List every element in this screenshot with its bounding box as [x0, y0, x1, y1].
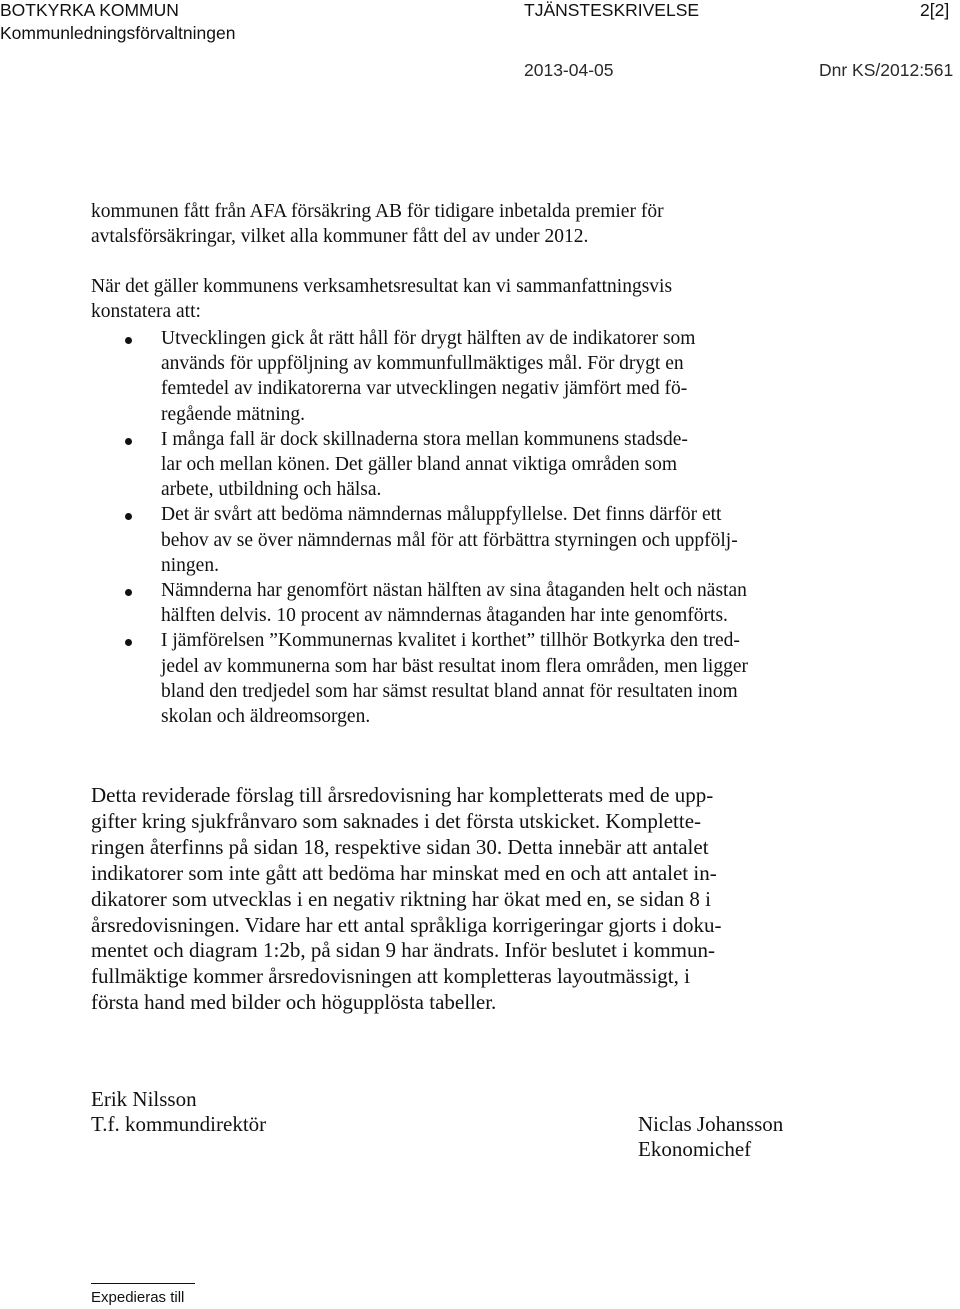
- bullet-item: [91, 502, 831, 578]
- bullet-text: Utvecklingen gick åt rätt håll för drygt hälften av de indikatorer som används för uppföljning av kommunfullmäktiges mål. För drygt en femtedel av indikatorerna var utvecklingen negativ jämfört med fö- regående mätning.: [161, 328, 696, 425]
- bullet-text: I många fall är dock skillnaderna stora mellan kommunens stadsde- lar och mellan könen. Det gäller bland annat viktiga områden som arbete, utbildning och hälsa.: [161, 428, 688, 501]
- bullet-text: I jämförelsen ”Kommunernas kvalitet i korthet” tillhör Botkyrka den tred- jedel av kommunerna som har bäst resultat inom flera områden, men ligger bland den tredjedel som har sämst resultat bland annat för resultaten inom skolan och äldreomsorgen.: [161, 630, 748, 728]
- document-date: 2013-04-05: [524, 60, 614, 80]
- department-name: Kommunledningsförvaltningen: [0, 23, 236, 43]
- page-number: 2[2]: [920, 0, 950, 20]
- signatory-right-name: Niclas Johansson: [638, 1112, 784, 1136]
- bullet-item: [91, 326, 831, 427]
- bullet-item: [91, 578, 831, 628]
- bullet-icon: [125, 337, 132, 344]
- footer-divider: [91, 1283, 195, 1284]
- diary-number: Dnr KS/2012:561: [819, 60, 954, 80]
- bullet-icon: [125, 438, 132, 445]
- bullet-item: [91, 628, 831, 729]
- bullet-icon: [125, 513, 132, 520]
- intro-paragraph: kommunen fått från AFA försäkring AB för tidigare inbetalda premier för avtalsförsäkringar, vilket alla kommuner fått del av under 2012.: [91, 201, 664, 247]
- organization-name: BOTKYRKA KOMMUN: [0, 0, 179, 20]
- bullet-item: [91, 427, 831, 503]
- revision-paragraph: Detta reviderade förslag till årsredovisning har kompletterats med de upp- gifter kring sjukfrånvaro som saknades i det första utskicket. Komplette- ringen återfinns på sidan 18, respektive sidan 30. Detta innebär att antalet indikatorer som inte gått att bedöma har minskat med en och att antalet in- dikatorer som utvecklas i en negativ riktning har ökat med en, se sidan 8 i årsredovisningen. Vidare har ett antal språkliga korrigeringar gjorts i doku- mentet och diagram 1:2b, på sidan 9 har ändrats. Inför beslutet i kommun- fullmäktige kommer årsredovisningen att kompletteras layoutmässigt, i första hand med bilder och högupplösta tabeller.: [91, 783, 722, 1015]
- bullet-text: Det är svårt att bedöma nämndernas måluppfyllelse. Det finns därför ett behov av se över nämndernas mål för att förbättra styrningen och uppfölj- ningen.: [161, 504, 738, 576]
- bullet-text: Nämnderna har genomfört nästan hälften av sina åtaganden helt och nästan hälften delvis. 10 procent av nämndernas åtaganden har inte genomförts.: [161, 580, 747, 627]
- signatory-left-title: T.f. kommundirektör: [91, 1112, 267, 1136]
- document-type: TJÄNSTESKRIVELSE: [524, 0, 700, 20]
- signatory-right-title: Ekonomichef: [638, 1137, 752, 1161]
- bullet-icon: [125, 639, 132, 646]
- signatory-left-name: Erik Nilsson: [91, 1087, 197, 1111]
- lead-paragraph: När det gäller kommunens verksamhetsresultat kan vi sammanfattningsvis konstatera att:: [91, 276, 673, 322]
- distribution-label: Expedieras till: [91, 1289, 185, 1306]
- result-bullet-list: [91, 326, 831, 729]
- bullet-icon: [125, 589, 132, 596]
